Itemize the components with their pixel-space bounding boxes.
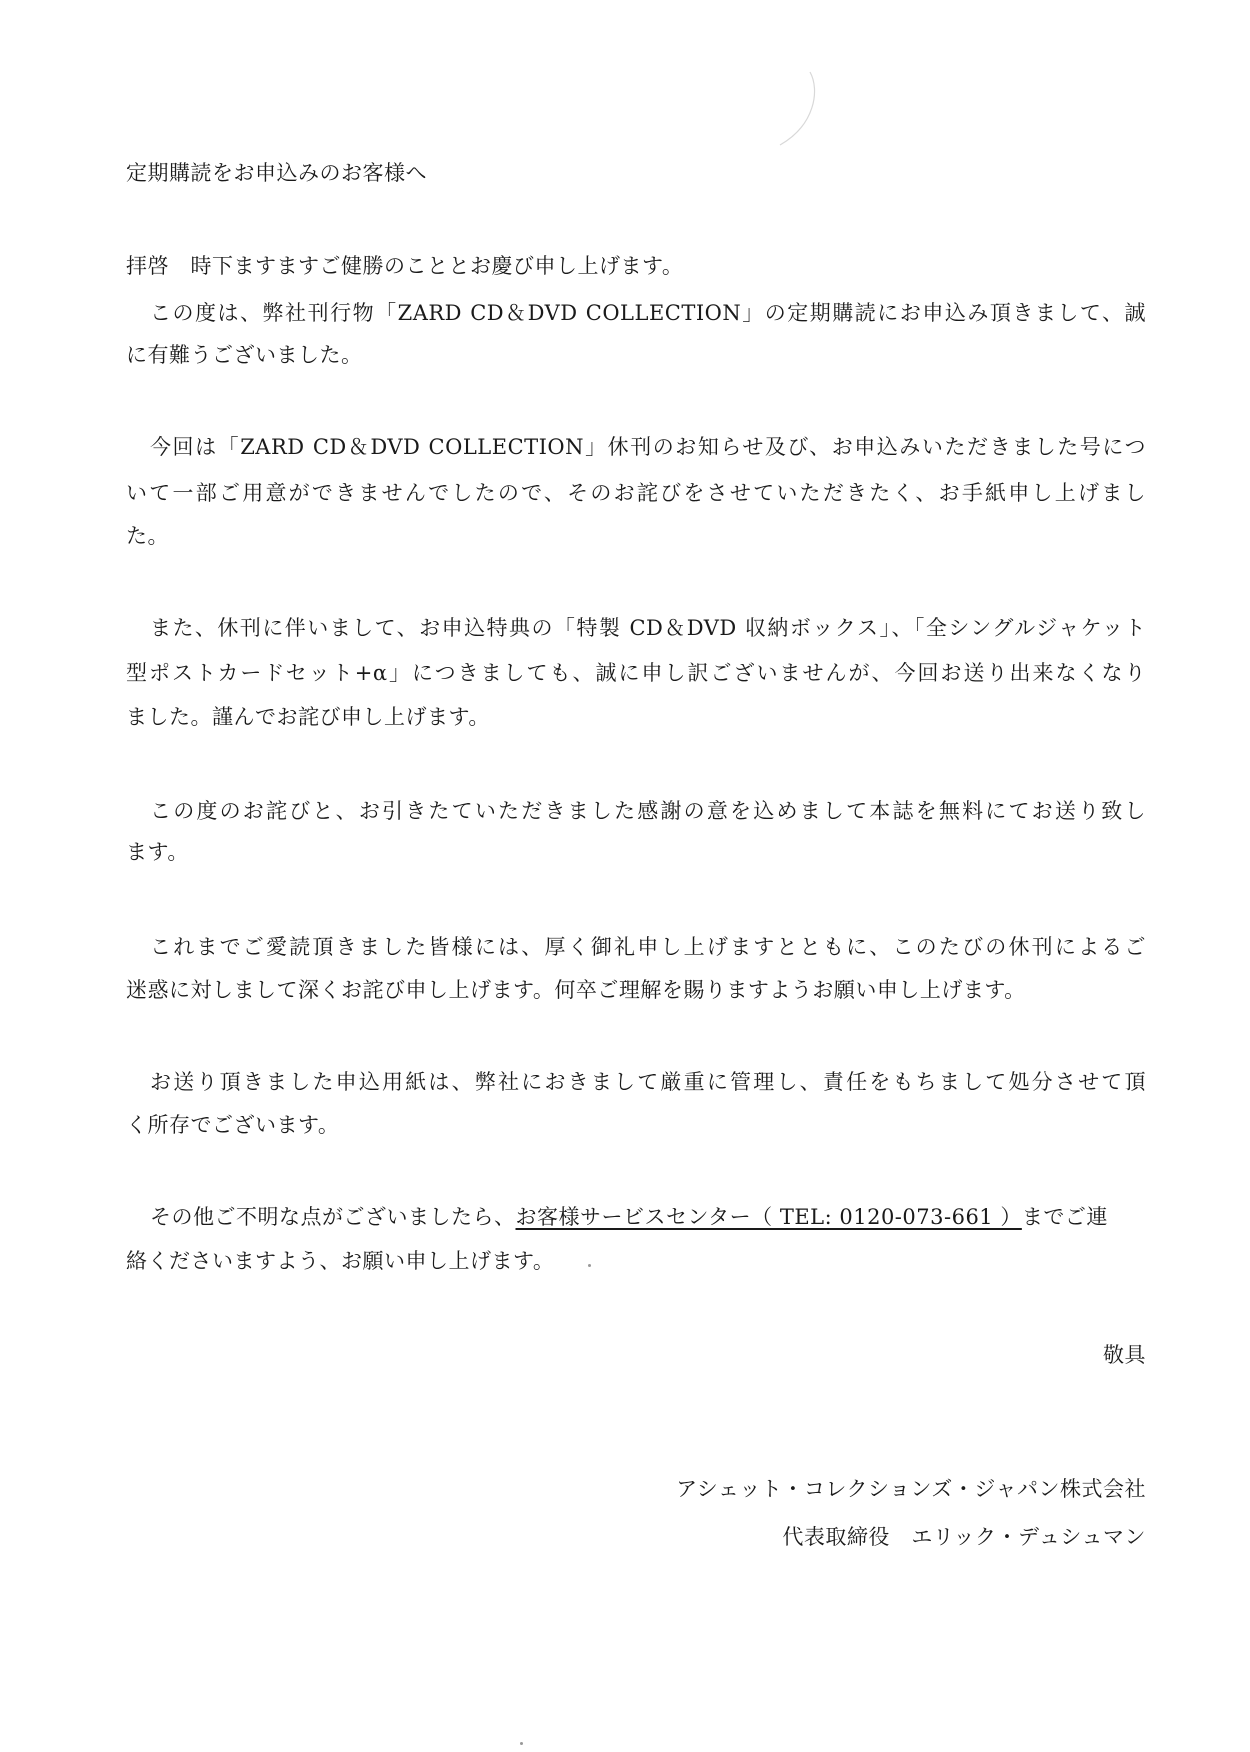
paragraph-2-line-3: た。 bbox=[126, 524, 169, 548]
paragraph-7-line-2: 絡くださいますよう、お願い申し上げます。 bbox=[126, 1249, 555, 1273]
salutation: 定期購読をお申込みのお客様へ bbox=[126, 161, 427, 185]
contact-text-after: までご連 bbox=[1021, 1205, 1108, 1229]
paragraph-6-line-2: く所存でございます。 bbox=[126, 1113, 340, 1137]
paragraph-4-line-2: ます。 bbox=[126, 840, 189, 864]
paragraph-7-line-1 bbox=[126, 1202, 1108, 1232]
scan-speck bbox=[588, 1264, 591, 1267]
opening-greeting: 拝啓 時下ますますご健勝のこととお慶び申し上げます。 bbox=[126, 254, 684, 278]
signatory: 代表取締役 エリック・デュシュマン bbox=[782, 1525, 1146, 1549]
paper-crease-mark bbox=[760, 70, 850, 150]
company-name: アシェット・コレクションズ・ジャパン株式会社 bbox=[676, 1477, 1146, 1501]
contact-text-before: その他ご不明な点がございましたら、 bbox=[150, 1205, 516, 1229]
paragraph-3-line-1: また、休刊に伴いまして、お申込特典の「特製 CD＆DVD 収納ボックス」、「全シングルジャケット bbox=[150, 616, 1146, 640]
paragraph-6-line-1: お送り頂きました申込用紙は、弊社におきまして厳重に管理し、責任をもちまして処分させて頂 bbox=[150, 1070, 1146, 1094]
scan-speck bbox=[520, 1742, 523, 1745]
closing-keigu: 敬具 bbox=[1103, 1343, 1146, 1367]
paragraph-3-line-2: 型ポストカードセット+α」につきましても、誠に申し訳ございませんが、今回お送り出来なくなり bbox=[126, 661, 1146, 685]
paragraph-1-line-2: に有難うございました。 bbox=[126, 343, 363, 367]
paragraph-2-line-1: 今回は「ZARD CD＆DVD COLLECTION」休刊のお知らせ及び、お申込みいただきました号につ bbox=[150, 435, 1146, 459]
paragraph-5-line-1: これまでご愛読頂きました皆様には、厚く御礼申し上げますとともに、このたびの休刊によるご bbox=[150, 935, 1146, 959]
paragraph-5-line-2: 迷惑に対しまして深くお詫び申し上げます。何卒ご理解を賜りますようお願い申し上げます。 bbox=[126, 978, 1026, 1002]
customer-service-contact: お客様サービスセンター（ TEL: 0120-073-661 ） bbox=[515, 1205, 1022, 1229]
paragraph-2-line-2: いて一部ご用意ができませんでしたので、そのお詫びをさせていただきたく、お手紙申し上げまし bbox=[126, 481, 1146, 505]
paragraph-4-line-1: この度のお詫びと、お引きたていただきました感謝の意を込めまして本誌を無料にてお送り致し bbox=[150, 799, 1146, 823]
paragraph-3-line-3: ました。謹んでお詫び申し上げます。 bbox=[126, 705, 490, 729]
paragraph-1-line-1: この度は、弊社刊行物「ZARD CD＆DVD COLLECTION」の定期購読にお申込み頂きまして、誠 bbox=[150, 301, 1146, 325]
